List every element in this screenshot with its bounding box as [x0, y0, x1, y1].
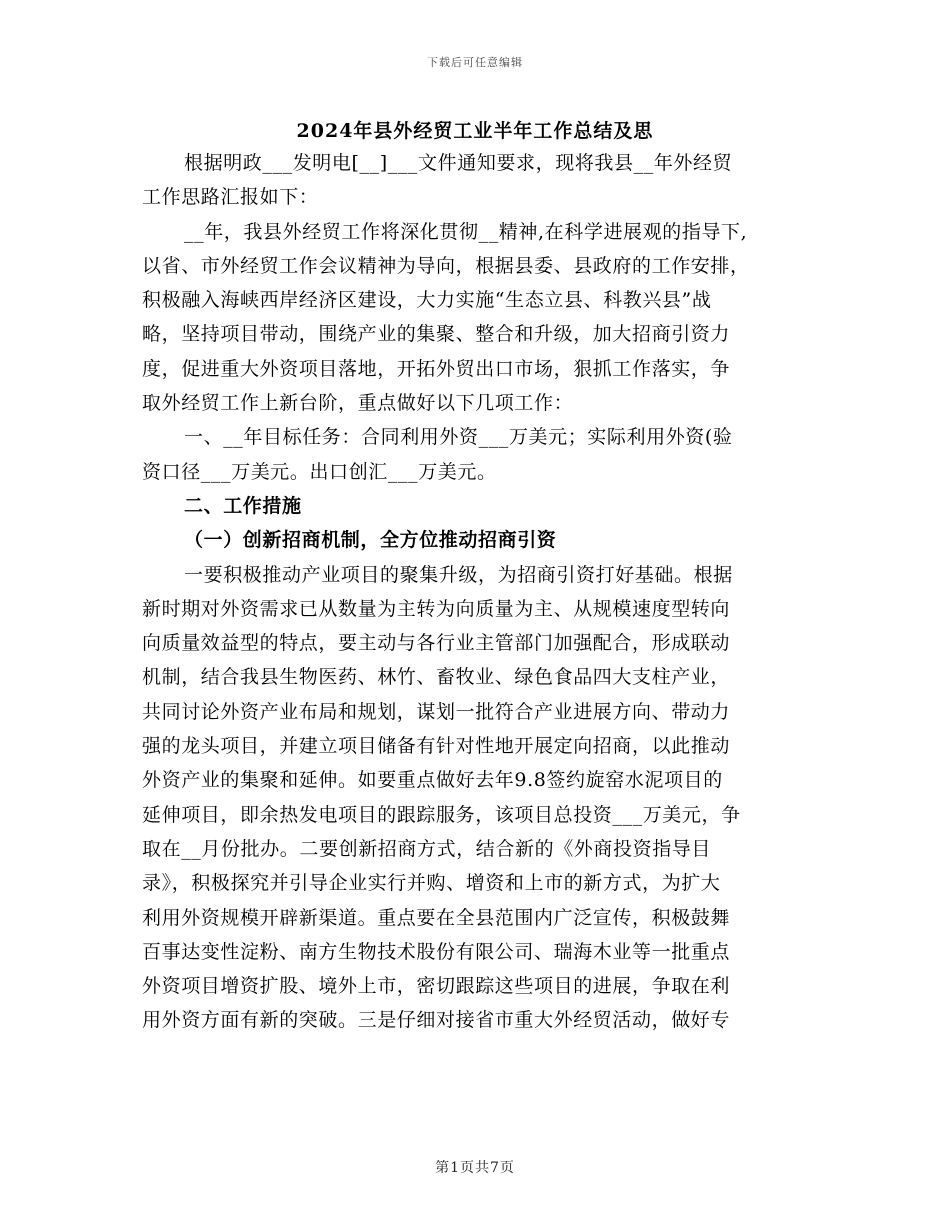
page-indicator: 第1页共7页	[435, 1160, 515, 1176]
body-text-line: 积极融入海峡西岸经济区建设，大力实施“生态立县、科教兴县”战	[142, 289, 712, 312]
body-text-line: 取外经贸工作上新台阶，重点做好以下几项工作：	[142, 392, 574, 415]
body-text-line: 一、__年目标任务：合同利用外资___万美元；实际利用外资(验	[184, 426, 733, 449]
body-text-line: 向质量效益型的特点，要主动与各行业主管部门加强配合，形成联动	[142, 632, 731, 655]
body-text-line: 录》，积极探究并引导企业实行并购、增资和上市的新方式，为扩大	[142, 872, 721, 895]
body-text-line: __年，我县外经贸工作将深化贯彻__精神,在科学进展观的指导下,	[184, 220, 748, 243]
body-text-line: 延伸项目，即余热发电项目的跟踪服务，该项目总投资___万美元，争	[142, 803, 741, 826]
body-text-line: 共同讨论外资产业布局和规划，谋划一批符合产业进展方向、带动力	[142, 700, 731, 723]
body-text-line: 资口径___万美元。出口创汇___万美元。	[142, 460, 497, 483]
body-text-line: 外资产业的集聚和延伸。如要重点做好去年9.8签约旋窑水泥项目的	[142, 769, 723, 792]
document-title: 2024年县外经贸工业半年工作总结及思	[296, 120, 654, 142]
body-text-line: 百事达变性淀粉、南方生物技术股份有限公司、瑞海木业等一批重点	[142, 940, 731, 963]
body-text-line: 利用外资规模开辟新渠道。重点要在全县范围内广泛宣传，积极鼓舞	[142, 906, 731, 929]
body-text-line: 度，促进重大外资项目落地，开拓外贸出口市场，狠抓工作落实，争	[142, 357, 731, 380]
body-text-line: 强的龙头项目，并建立项目储备有针对性地开展定向招商，以此推动	[142, 735, 731, 758]
body-text-line: 一要积极推动产业项目的聚集升级，为招商引资打好基础。根据	[184, 563, 733, 586]
document-body	[142, 146, 822, 1038]
body-text-line: 工作思路汇报如下：	[142, 186, 319, 209]
section-heading: 二、工作措施	[184, 494, 302, 517]
body-text-line: 外资项目增资扩股、境外上市，密切跟踪这些项目的进展，争取在利	[142, 975, 731, 998]
body-text-line: 用外资方面有新的突破。三是仔细对接省市重大外经贸活动，做好专	[142, 1009, 731, 1032]
header-note: 下载后可任意编辑	[427, 56, 523, 69]
body-text-line: 以省、市外经贸工作会议精神为导向，根据县委、县政府的工作安排，	[142, 254, 750, 277]
body-text-line: 机制，结合我县生物医药、林竹、畜牧业、绿色食品四大支柱产业，	[142, 666, 731, 689]
body-text-line: 新时期对外资需求已从数量为主转为向质量为主、从规模速度型转向	[142, 597, 731, 620]
body-text-line: 略，坚持项目带动，围绕产业的集聚、整合和升级，加大招商引资力	[142, 323, 731, 346]
section-heading: （一）创新招商机制，全方位推动招商引资	[184, 529, 557, 552]
body-text-line: 根据明政___发明电[__]___文件通知要求，现将我县__年外经贸	[184, 152, 733, 174]
body-text-line: 取在__月份批办。二要创新招商方式，结合新的《外商投资指导目	[142, 837, 712, 860]
